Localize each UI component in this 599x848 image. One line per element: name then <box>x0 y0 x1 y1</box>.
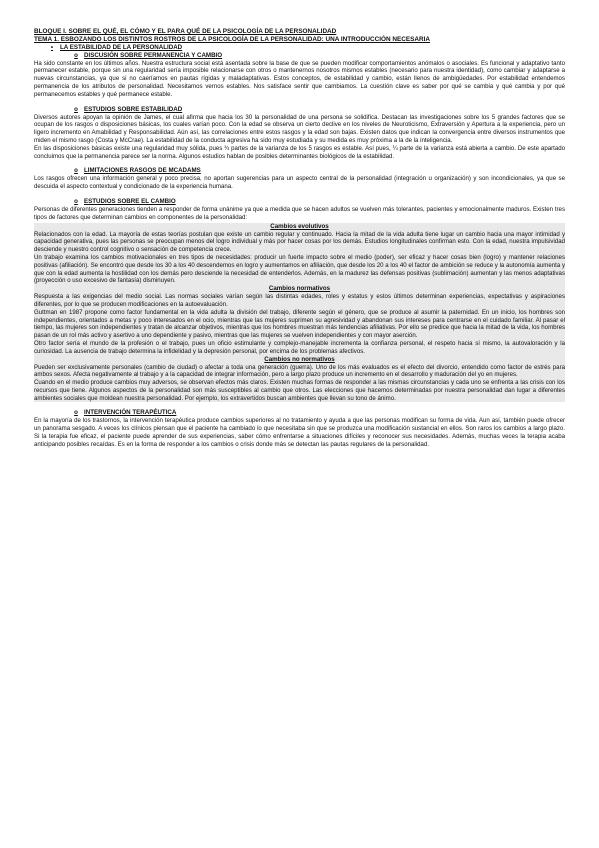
section-title: LA ESTABILIDAD DE LA PERSONALIDAD <box>60 43 183 51</box>
paragraph: Ha sido constante en los últimos años. Nuestra estructura social está asentada sobre la base de que se pueden modificar comportamientos anómalos o asociales. Es funcional y adaptativo tanto permanecer estable, porque sin una regularidad sería imposible relacionarse con otros o mantenernos nosotros mismos estables (necesario para nuestra identidad), como cambiar y adaptarse a nuevas circunstancias, ya que si no caeríamos en pautas rígidas y maladaptativas. Estos conceptos, de estabilidad y cambio, están llenos de ambigüedades. Por estabilidad entendemos permanencia de los atributos de personalidad. Necesitamos vernos estables. Nos satisface sentir que cambiamos. La cuestión clave es saber por qué se cambia y qué cambia y por qué permanecemos estables y qué permanece estable. <box>34 59 565 98</box>
paragraph: Un trabajo examina los cambios motivacionales en tres tipos de necesidades: producir un fuerte impacto sobre el medio (poder), ser eficaz y hacer cosas bien (logro) y mantener relaciones positivas (afiliación). Se encontró que desde los 30 a los 40 descendemos en logro y aumentamos en afiliación, que desde los 20 a los 40 el factor de ambición se reduce y la autonomía aumenta y que con la edad aumenta la hostilidad con los demás pero desciende la necesidad de entenderlos. Además, en la madurez las defensas positivas (sublimación) aumentan y las menos adaptativas (proyección o uso excesivo de fantasía) disminuyen. <box>34 253 565 285</box>
paragraph: Personas de diferentes generaciones tienden a responder de forma unánime ya que a medida que se hacen adultos se vuelven más tolerantes, pacientes y emocionalmente maduros. Existen tres tipos de factores que determinan cambios en componentes de la personalidad: <box>34 205 565 221</box>
circle-bullet-icon: o <box>74 51 78 59</box>
paragraph: Cuando en el medio produce cambios muy adversos, se observan efectos más claros. Existen muchas formas de responder a las mismas circunstancias y cada uno se enfrenta a las crisis con los recursos que tiene. Algunos aspectos de la personalidad son más susceptibles al cambio que otros. Las elecciones que hacemos determinadas por nuestra personalidad dan lugar a diferentes ambientes sociales que moldean nuestra personalidad. Por ejemplo, los extravertidos buscan ambientes que llevan su tono de ánimo. <box>34 379 565 402</box>
paragraph: Los rasgos ofrecen una información general y poco precisa, no aportan sugerencias para un aspecto central de la personalidad (integración u organización) y son incondicionales, ya que se descuida el aspecto contextual y condicionado de la experiencia humana. <box>34 175 565 191</box>
block-title: BLOQUE I. SOBRE EL QUÉ, EL CÓMO Y EL PARA QUÉ DE LA PSICOLOGÍA DE LA PERSONALIDAD <box>34 28 337 35</box>
paragraph: Guttman en 1987 propone como factor fundamental en la vida adulta la división del trabajo, diferente según el género, que se produce al asumir la paternidad. En un inicio, los hombres son independientes, orientados a metas y poco interesados en el ocio, mientras que las mujeres suprimen su agresividad y abandonan sus intereses para centrarse en el cuidado familiar. Al pasar el tiempo, las mujeres son independientes y tratan de alcanzar objetivos, mientras que los hombres muestran más tendencias afiliativas. Por ello se predice que hacia la mitad de la vida, los hombres pasan de un rol más activo y asertivo a uno dependiente y pasivo, mientras que las mujeres se vuelven independientes y con mayor aserción. <box>34 308 565 340</box>
subsection-title: INTERVENCIÓN TERAPÉUTICA <box>84 409 177 417</box>
subsection-title: ESTUDIOS SOBRE ESTABILIDAD <box>84 105 183 113</box>
paragraph: Diversos autores apoyan la opinión de James, el cual afirma que hacia los 30 la personalidad de una persona se solidifica. Destacan las investigaciones sobre los 5 grandes factores que se ocupan de los rasgos o disposiciones básicas, los cuales varían poco. Con la edad se observa un cierto declive en los niveles de Neuroticismo, Extraversión y Apertura a la experiencia, pero un ligero incremento en Amabilidad y Responsabilidad. Aún así, las correlaciones entre estos rasgos y la edad son bajas. Existen datos que indican la convergencia entre diversos instrumentos que miden el mismo rasgo (Costa y McCrae). La estabilidad de la conducta agresiva ha sido muy estudiada y su medida es muy próxima a la de la inteligencia. <box>34 113 565 144</box>
circle-bullet-icon: o <box>74 197 78 205</box>
circle-bullet-icon: o <box>74 167 78 175</box>
paragraph: Pueden ser exclusivamente personales (cambio de ciudad) o afectar a toda una generación (guerra). Uno de los más evaluados es el efecto del divorcio, entendido como factor de estrés para ambos sexos. Afecta negativamente al trabajo y a la capacidad de integrar información, pero a largo plazo produce un incremento en el desarrollo y maduración del yo en mujeres. <box>34 363 565 379</box>
paragraph: Respuesta a las exigencias del medio social. Las normas sociales varían según las distintas edades, roles y estatus y estos últimos determinan experiencias, expectativas y aspiraciones diferentes, por lo que se producen modificaciones en la autoevaluación. <box>34 293 565 308</box>
subsection-title: ESTUDIOS SOBRE EL CAMBIO <box>84 197 176 205</box>
section-heading-stability <box>34 44 565 52</box>
subsection-heading-therapy <box>34 409 565 417</box>
subsection-heading-permanence <box>34 52 565 60</box>
subsection-heading-change-studies <box>34 198 565 206</box>
paragraph: En la mayoría de los trastornos, la intervención terapéutica produce cambios superiores al no tratamiento y ayuda a que las personas modifican su forma de vida. Aun así, también puede ofrecer un panorama sesgado. A veces los clínicos piensan que el paciente ha cambiado lo que necesitaba sin que se produzca una modificación sustancial en ellos. Son raros los cambios a largo plazo. Si la terapia fue eficaz, el paciente puede aprender de sus experiencias, saber cómo enfrentarse a situaciones difíciles y reconocer sus necesidades. Además, muchas veces la terapia acaba anticipando posibles recaídas. Es en la forma de responder a los cambios o crisis donde más se detectan las pautas regulares de la personalidad. <box>34 417 565 448</box>
paragraph: En las disposiciones básicas existe una regularidad muy sólida, pues ¾ partes de la varianza de los 5 rasgos es estable. Así pues, ¼ parte de la varianza está abierta a cambio. De este apartado concluimos que la permanencia parece ser la norma. Algunos estudios hablan de posibles determinantes biológicos de la estabilidad. <box>34 144 565 160</box>
circle-bullet-icon: o <box>74 105 78 113</box>
bullet-icon: • <box>50 43 54 51</box>
box-heading-no-normativos: Cambios no normativos <box>264 355 335 363</box>
topic-title: TEMA 1. ESBOZANDO LOS DISTINTOS ROSTROS DE LA PSICOLOGÍA DE LA PERSONALIDAD: UNA INTRODUCCIÓN NECESARIA <box>34 35 430 43</box>
subsection-heading-stability-studies <box>34 106 565 114</box>
subsection-title: DISCUSIÓN SOBRE PERMANENCIA Y CAMBIO <box>84 51 223 59</box>
paragraph: Relacionados con la edad. La mayoría de estas teorías postulan que existe un cambio regular y continuado. Hacia la mitad de la vida adulta tiene lugar un cambio hacia una mayor intimidad y capacidad generativa, pues las personas se preocupan menos del logro individual y más por hacer cosas por los demás. Estudios longitudinales confirman esto. Con la edad, nuestra impulsividad desciende y nuestro control cognitivo o sensación de competencia crece. <box>34 230 565 254</box>
subsection-title: LIMITACIONES RASGOS DE MCADAMS <box>84 167 201 175</box>
box-heading-evolutivos: Cambios evolutivos <box>270 222 329 230</box>
change-types-box <box>34 223 565 403</box>
paragraph: Otro factor sería el mundo de la profesión o el trabajo, pues un oficio estimulante y complejo-manejable incrementa la confianza personal, el respeto hacia sí mismo, la autovaloración y la curiosidad. La ausencia de trabajo determina la infidelidad y la depresión personal, por encima de los problemas afectivos. <box>34 339 565 355</box>
subsection-heading-mcadams <box>34 167 565 175</box>
circle-bullet-icon: o <box>74 409 78 417</box>
box-heading-normativos: Cambios normativos <box>268 285 331 293</box>
